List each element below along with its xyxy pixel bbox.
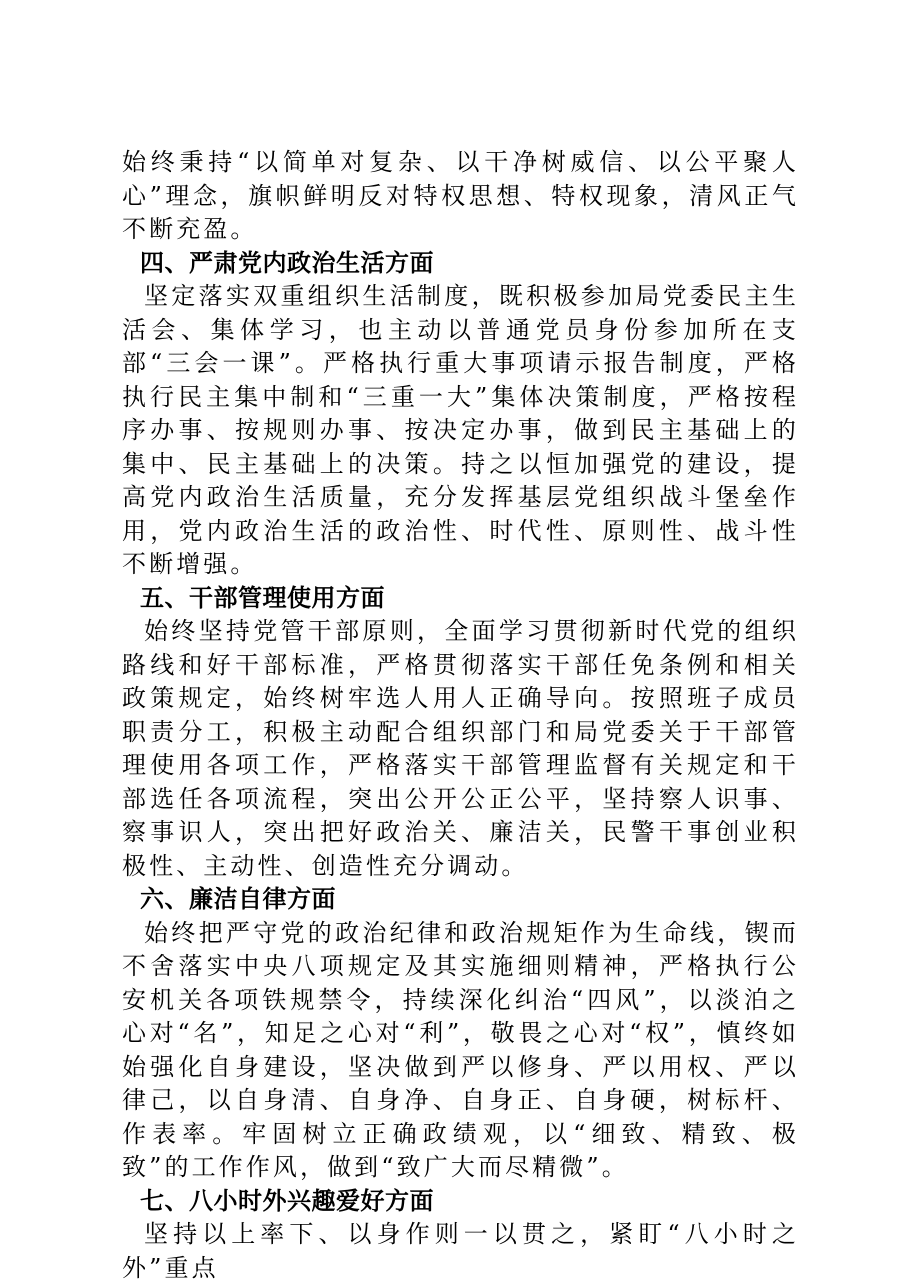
section-heading-6: 六、廉洁自律方面 bbox=[140, 885, 336, 913]
section-heading-7: 七、八小时外兴趣爱好方面 bbox=[140, 1186, 434, 1215]
section-body-7: 坚持以上率下、以身作则一以贯之，紧盯“八小时之外”重点 bbox=[122, 1220, 799, 1282]
section-body-4: 坚定落实双重组织生活制度，既积极参加局党委民主生活会、集体学习，也主动以普通党员身份参加所在支部“三会一课”。严格执行重大事项请示报告制度，严格执行民主集中制和“三重一大”集体决策制度，严格按程序办事、按规则办事、按决定办事，做到民主基础上的集中、民主基础上的决策。持之以恒加强党的建设，提高党内政治生活质量，充分发挥基层党组织战斗堡垒作用，党内政治生活的政治性、时代性、原则性、战斗性不断增强。 bbox=[122, 282, 799, 578]
section-body-6: 始终把严守党的政治纪律和政治规矩作为生命线，锲而不舍落实中央八项规定及其实施细则精神，严格执行公安机关各项铁规禁令，持续深化纠治“四风”，以淡泊之心对“名”，知足之心对“利”，敬畏之心对“权”，慎终如始强化自身建设，坚决做到严以修身、严以用权、严以律己，以自身清、自身净、自身正、自身硬，树标杆、作表率。牢固树立正确政绩观，以“细致、精致、极致”的工作作风，做到“致广大而尽精微”。 bbox=[122, 918, 799, 1181]
section-body-5: 始终坚持党管干部原则，全面学习贯彻新时代党的组织路线和好干部标准，严格贯彻落实干部任免条例和相关政策规定，始终树牢选人用人正确导向。按照班子成员职责分工，积极主动配合组织部门和局党委关于干部管理使用各项工作，严格落实干部管理监督有关规定和干部选任各项流程，突出公开公正公平，坚持察人识事、察事识人，突出把好政治关、廉洁关，民警干事创业积极性、主动性、创造性充分调动。 bbox=[122, 617, 799, 880]
section-heading-4: 四、严肃党内政治生活方面 bbox=[140, 248, 434, 277]
section-heading-5: 五、干部管理使用方面 bbox=[140, 583, 385, 612]
intro-paragraph: 始终秉持“以简单对复杂、以干净树威信、以公平聚人心”理念，旗帜鲜明反对特权思想、特权现象，清风正气不断充盈。 bbox=[122, 148, 799, 243]
